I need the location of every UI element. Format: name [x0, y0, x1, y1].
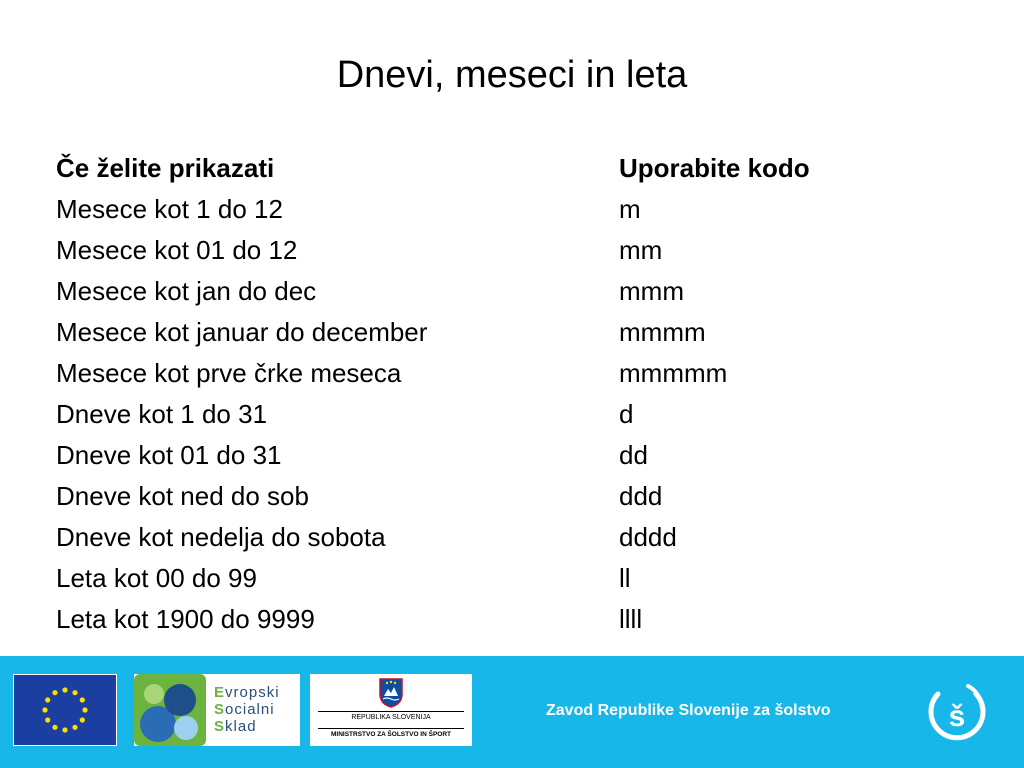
- esf-cap-letter: S: [214, 718, 226, 735]
- table-row: [56, 353, 936, 394]
- esf-wordmark: [214, 684, 280, 735]
- row-code: ddd: [619, 481, 663, 511]
- header-display: Če želite prikazati: [56, 153, 275, 183]
- slovenia-coat-of-arms-icon: [379, 678, 403, 708]
- slide-title: Dnevi, meseci in leta: [336, 54, 688, 96]
- esf-cap-letter: E: [214, 684, 226, 701]
- table-row: [56, 271, 936, 312]
- divider: [318, 728, 464, 729]
- row-description: Mesece kot jan do dec: [56, 276, 317, 306]
- row-description: Dneve kot ned do sob: [56, 481, 309, 511]
- row-code: dddd: [619, 522, 677, 552]
- row-description: Leta kot 00 do 99: [56, 563, 257, 593]
- header-code: Uporabite kodo: [619, 153, 810, 183]
- row-description: Mesece kot januar do december: [56, 317, 428, 347]
- table-row: [56, 476, 936, 517]
- esf-line: [214, 718, 280, 735]
- esf-cap-letter: S: [214, 701, 226, 718]
- row-description: Mesece kot 1 do 12: [56, 194, 283, 224]
- table-row: [56, 435, 936, 476]
- table-row: [56, 599, 936, 640]
- table-header-row: [56, 148, 936, 189]
- table-row: [56, 394, 936, 435]
- row-code: dd: [619, 440, 648, 470]
- institute-name: Zavod Republike Slovenije za šolstvo: [546, 702, 831, 719]
- esf-logo: [134, 674, 300, 746]
- row-description: Mesece kot prve črke meseca: [56, 358, 402, 388]
- row-description: Dneve kot nedelja do sobota: [56, 522, 386, 552]
- svg-text:š: š: [948, 700, 966, 733]
- esf-line: [214, 684, 280, 701]
- footer-band: [0, 656, 1024, 768]
- row-description: Leta kot 1900 do 9999: [56, 604, 315, 634]
- ministry-label: MINISTRSTVO ZA ŠOLSTVO IN ŠPORT: [330, 731, 451, 738]
- row-code: ll: [619, 563, 631, 593]
- row-code: mm: [619, 235, 663, 265]
- republic-label: REPUBLIKA SLOVENIJA: [351, 714, 431, 721]
- esf-line-rest: ocialni: [225, 701, 275, 718]
- row-description: Dneve kot 1 do 31: [56, 399, 268, 429]
- ministry-logo: [310, 674, 472, 746]
- divider: [318, 711, 464, 712]
- eu-flag-icon: [13, 674, 117, 746]
- row-code: d: [619, 399, 634, 429]
- row-code: llll: [619, 604, 643, 634]
- esf-line-rest: vropski: [225, 684, 280, 701]
- format-codes-table: [56, 148, 936, 640]
- row-code: m: [619, 194, 641, 224]
- esf-line-rest: klad: [225, 718, 257, 735]
- zrss-logo-icon: [924, 680, 990, 746]
- row-code: mmmmm: [619, 358, 728, 388]
- table-row: [56, 558, 936, 599]
- row-code: mmmm: [619, 317, 706, 347]
- row-description: Dneve kot 01 do 31: [56, 440, 282, 470]
- row-code: mmm: [619, 276, 684, 306]
- row-description: Mesece kot 01 do 12: [56, 235, 298, 265]
- esf-line: [214, 701, 280, 718]
- table-row: [56, 312, 936, 353]
- table-row: [56, 230, 936, 271]
- table-row: [56, 189, 936, 230]
- table-row: [56, 517, 936, 558]
- esf-mark-icon: [134, 674, 206, 746]
